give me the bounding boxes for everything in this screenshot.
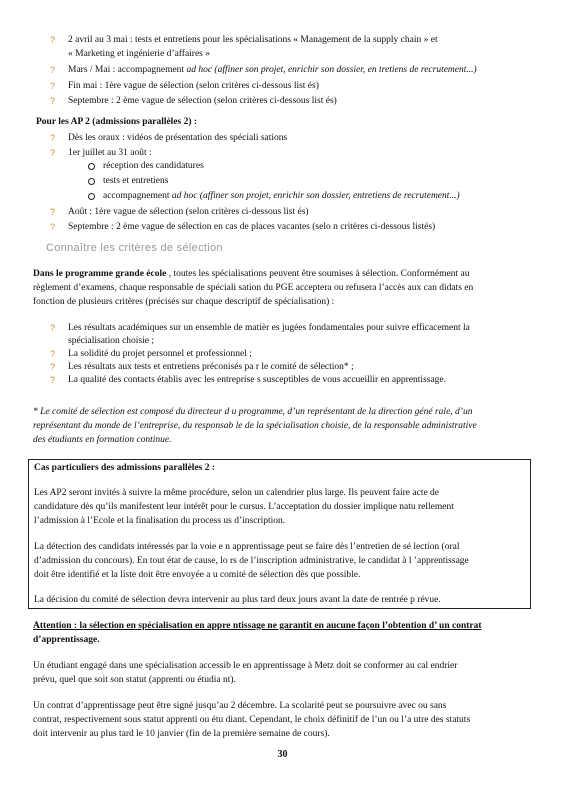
criteria-item: La solidité du projet personnel et professionnel ; — [68, 349, 252, 359]
box-paragraph-line: La détection des candidats intéressés par la voie e n apprentissage peut se faire dès l’entretien de sé lection (oral — [34, 542, 460, 552]
paragraph-line: contrat, respectivement sous statut apprenti ou étu diant. Cependant, le choix définitif de l’un ou l’a utre des statuts — [33, 715, 471, 725]
bullet-marker: ? — [50, 362, 56, 372]
sub-list-item: réception des candidatures — [103, 161, 204, 171]
list-item: Dès les oraux : vidéos de présentation des spéciali sations — [68, 133, 288, 143]
criteria-item: La qualité des contacts établis avec les entreprise s susceptibles de vous accueillir en apprentissage. — [68, 375, 447, 385]
paragraph-line: Un contrat d’apprentissage peut être signé jusqu’au 2 décembre. La scolarité peut se poursuivre avec ou sans — [33, 701, 447, 711]
box-paragraph-line: Les AP2 seront invités à suivre la même procédure, selon un calendrier plus large. Ils peuvent faire acte de — [34, 488, 440, 498]
paragraph-line: Un étudiant engagé dans une spécialisation accessib le en apprentissage à Metz doit se conformer au cal endrier — [33, 661, 458, 671]
list-item: Fin mai : 1ère vague de sélection (selon critères ci-dessous list és) — [68, 81, 319, 91]
list-item: Août : 1ère vague de sélection (selon critères ci-dessous list és) — [68, 207, 309, 217]
bullet-marker: ? — [50, 81, 56, 91]
box-paragraph-line: l’admission à l’Ecole et la finalisation du process us d’inscription. — [34, 516, 286, 526]
special-cases-box — [28, 459, 531, 609]
box-paragraph-line: d’admission du concours). En tout état de cause, lo rs de l’inscription administrative, le candidat à l ’apprentissage — [34, 556, 469, 566]
ap2-title: Pour les AP 2 (admissions parallèles 2) : — [36, 117, 198, 127]
bullet-marker: ? — [50, 222, 56, 232]
intro-line: fonction de plusieurs critères (précisés sur chaque descriptif de spécialisation) : — [33, 297, 335, 307]
bullet-marker: ? — [50, 65, 56, 75]
criteria-item: Les résultats aux tests et entretiens préconisés pa r le comité de sélection* ; — [68, 362, 354, 372]
footnote-line: représentant du monde de l’entreprise, du responsab le de la spécialisation choisie, de la responsable administrative — [33, 421, 477, 431]
list-item: Septembre : 2 ème vague de sélection en cas de places vacantes (selo n critères ci-dessous listés) — [68, 222, 436, 232]
sub-list-item: accompagnement ad hoc (affiner son projet, enrichir son dossier, entretiens de recrutement...) — [103, 191, 460, 201]
box-paragraph-line: candidature dès qu’ils manifestent leur intérêt pour le cursus. L’acceptation du dossier implique natu rellement — [34, 502, 454, 512]
section-heading: Connaître les critères de sélection — [46, 242, 223, 254]
list-item: 2 avril au 3 mai : tests et entretiens pour les spécialisations « Management de la supply chain » et — [68, 35, 438, 45]
criteria-item-continued: spécialisation choisie ; — [68, 336, 155, 346]
circle-bullet-icon — [88, 178, 95, 185]
paragraph-line: prévu, quel que soit son statut (apprenti ou étudia nt). — [33, 675, 236, 685]
intro-line: Dans le programme grande école , toutes les spécialisations peuvent être soumises à sélection. Conformément au — [33, 269, 470, 279]
paragraph-line: doit intervenir au plus tard le 10 janvier (fin de la première semaine de cours). — [33, 729, 330, 739]
attention-line: d’apprentissage. — [33, 635, 100, 645]
page-number: 30 — [277, 749, 288, 760]
list-item-continued: « Marketing et ingénierie d’affaires » — [68, 49, 211, 59]
circle-bullet-icon — [88, 193, 95, 200]
sub-list-item: tests et entretiens — [103, 176, 169, 186]
intro-line: règlement d’examens, chaque responsable de spéciali sation du PGE acceptera ou refusera l’accès aux can didats en — [33, 283, 474, 293]
criteria-item: Les résultats académiques sur un ensemble de matièr es jugées fondamentales pour suivre efficacement la — [68, 323, 470, 333]
bullet-marker: ? — [50, 148, 56, 158]
bullet-marker: ? — [50, 375, 56, 385]
list-item: Septembre : 2 ème vague de sélection (selon critères ci-dessous list és) — [68, 96, 337, 106]
box-title: Cas particuliers des admissions parallèles 2 : — [34, 463, 216, 473]
bullet-marker: ? — [50, 96, 56, 106]
circle-bullet-icon — [88, 163, 95, 170]
attention-line: Attention : la sélection en spécialisation en appre ntissage ne garantit en aucune façon l’obtention d’ un contrat — [33, 621, 482, 631]
list-item: Mars / Mai : accompagnement ad hoc (affiner son projet, enrichir son dossier, en tretiens de recrutement...) — [68, 65, 477, 75]
bullet-marker: ? — [50, 323, 56, 333]
box-paragraph-line: La décision du comité de sélection devra intervenir au plus tard deux jours avant la date de rentrée p révue. — [34, 595, 441, 605]
bullet-marker: ? — [50, 349, 56, 359]
footnote-line: des étudiants en formation continue. — [33, 435, 172, 445]
box-paragraph-line: doit être identifié et la liste doit être envoyée a u comité de sélection dès que possible. — [34, 570, 361, 580]
bullet-marker: ? — [50, 35, 56, 45]
bullet-marker: ? — [50, 207, 56, 217]
footnote-line: * Le comité de sélection est composé du directeur d u programme, d’un représentant de la direction géné rale, d’un — [33, 407, 473, 417]
list-item: 1er juillet au 31 août : — [68, 148, 152, 158]
bullet-marker: ? — [50, 133, 56, 143]
